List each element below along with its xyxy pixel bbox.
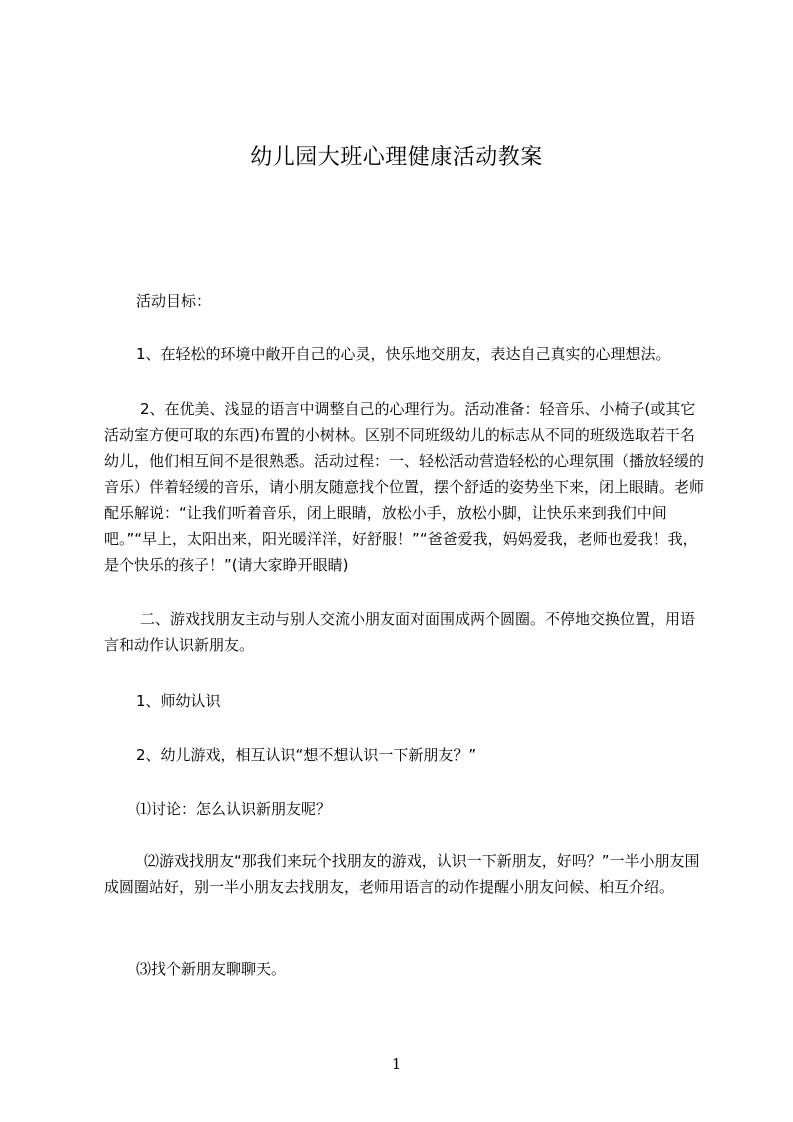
sub-step-3: ⑶找个新朋友聊聊天。 xyxy=(136,960,287,978)
page-number: 1 xyxy=(391,1055,402,1073)
step-1: 1、师幼认识 xyxy=(136,692,221,710)
step-2: 2、幼儿游戏，相互认识“想不想认识一下新朋友？” xyxy=(136,746,477,764)
document-title: 幼儿园大班心理健康活动教案 xyxy=(250,145,543,170)
goal-item-2: 2、在优美、浅显的语言中调整自己的心理行为。活动准备：轻音乐、小椅子(或其它活动室方便可取的东西)布置的小树林。区别不同班级幼儿的标志从不同的班级选取若干名幼儿，他们相互间不是很熟悉。活动过程：一、轻松活动营造轻松的心理氛围（播放轻缓的音乐）伴着轻缓的音乐，请小朋友随意找个位置，摆个舒适的姿势坐下来，闭上眼睛。老师配乐解说：“让我们听着音乐，闭上眼睛，放松小手，放松小脚，让快乐来到我们中间吧。”“早上，太阳出来，阳光暖洋洋，好舒服！”“爸爸爱我，妈妈爱我，老师也爱我！我，是个快乐的孩子！”(请大家睁开眼睛) xyxy=(104,400,705,574)
goal-item-1: 1、在轻松的环境中敞开自己的心灵，快乐地交朋友，表达自己真实的心理想法。 xyxy=(136,345,671,363)
section-find-friends: 二、游戏找朋友主动与别人交流小朋友面对面围成两个圆圈。不停地交换位置，用语言和动作认识新朋友。 xyxy=(104,610,696,654)
sub-step-1: ⑴讨论：怎么认识新朋友呢？ xyxy=(136,800,332,818)
sub-step-2: ⑵游戏找朋友“那我们来玩个找朋友的游戏，认识一下新朋友，好吗？”一半小朋友围成圆圈站好，别一半小朋友去找朋友，老师用语言的动作提醒小朋友问候、桕互介绍。 xyxy=(104,852,700,896)
goal-heading: 活动目标： xyxy=(136,292,212,310)
